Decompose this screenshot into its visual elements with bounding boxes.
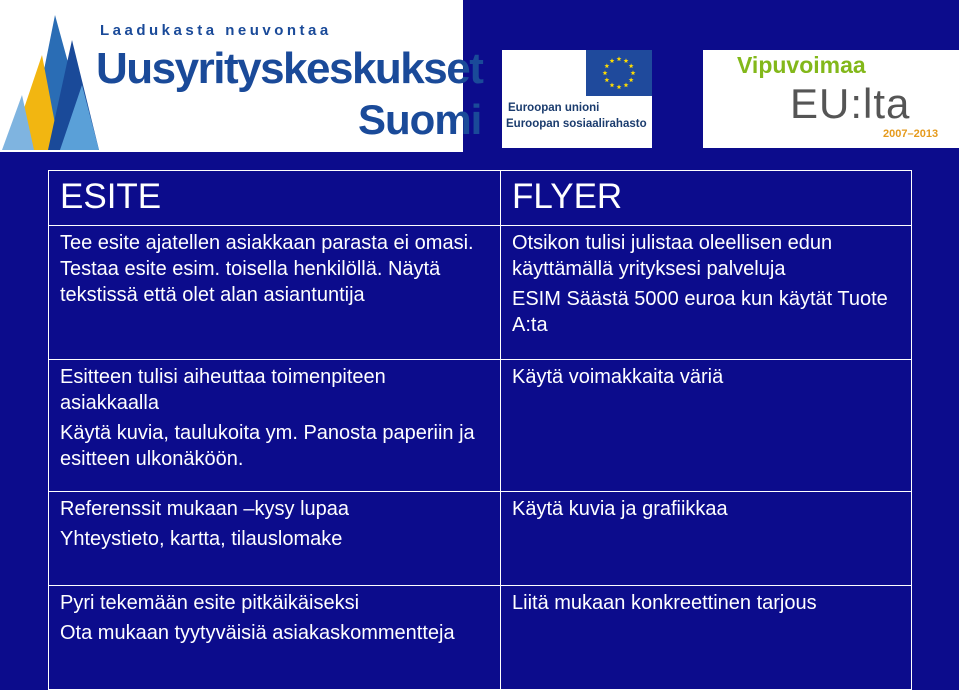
logo-sub: Suomi	[358, 96, 482, 143]
flyer-text: ESIM Säästä 5000 euroa kun käytät Tuote A:ta	[512, 288, 888, 336]
flyer-text: Käytä kuvia ja grafiikkaa	[512, 498, 728, 520]
vip-line1: Vipuvoimaa	[737, 52, 866, 78]
logo-tagline: Laadukasta neuvontaa	[100, 22, 332, 39]
eu-line1: Euroopan unioni	[508, 102, 600, 114]
eu-flag-icon	[586, 50, 652, 96]
esite-text: Pyri tekemään esite pitkäikäiseksi	[60, 592, 360, 614]
uusyrityskeskukset-logo	[0, 0, 483, 152]
vip-line2: EU:lta	[790, 80, 911, 127]
header-flyer: FLYER	[501, 171, 912, 226]
esite-cell-4	[49, 586, 501, 690]
table-row	[49, 360, 912, 492]
eu-line2: Euroopan sosiaalirahasto	[506, 118, 647, 130]
flyer-cell-4	[501, 586, 912, 690]
vip-years: 2007–2013	[883, 128, 939, 140]
esite-text: Referenssit mukaan –kysy lupaa	[60, 498, 350, 520]
logo-name: Uusyrityskeskukset	[96, 44, 483, 93]
vipuvoimaa-logo	[703, 50, 959, 148]
comparison-table	[48, 170, 912, 690]
esite-cell-2	[49, 360, 501, 492]
esite-cell-1	[49, 226, 501, 360]
esite-text: Ota mukaan tyytyväisiä asiakaskommentteja	[60, 622, 455, 644]
flyer-text: Liitä mukaan konkreettinen tarjous	[512, 592, 817, 614]
table-row	[49, 586, 912, 690]
table-header-row	[49, 171, 912, 226]
flyer-cell-2	[501, 360, 912, 492]
eu-logo	[502, 50, 652, 148]
logo-bar	[0, 0, 959, 152]
flyer-cell-1	[501, 226, 912, 360]
esite-text: Yhteystieto, kartta, tilauslomake	[60, 528, 343, 550]
flyer-text: Käytä voimakkaita väriä	[512, 366, 724, 388]
sails-icon	[0, 0, 100, 152]
esite-text: Esitteen tulisi aiheuttaa toimenpiteen asiakkaalla	[60, 366, 386, 414]
table-row	[49, 492, 912, 586]
header-esite: ESITE	[49, 171, 501, 226]
table-row	[49, 226, 912, 360]
esite-text: Käytä kuvia, taulukoita ym. Panosta paperiin ja esitteen ulkonäköön.	[60, 422, 475, 470]
esite-text: Tee esite ajatellen asiakkaan parasta ei omasi. Testaa esite esim. toisella henkilöllä. Näytä tekstissä että olet alan asiantuntija	[60, 232, 474, 306]
flyer-cell-3	[501, 492, 912, 586]
esite-cell-3	[49, 492, 501, 586]
flyer-text: Otsikon tulisi julistaa oleellisen edun käyttämällä yrityksesi palveluja	[512, 232, 833, 280]
